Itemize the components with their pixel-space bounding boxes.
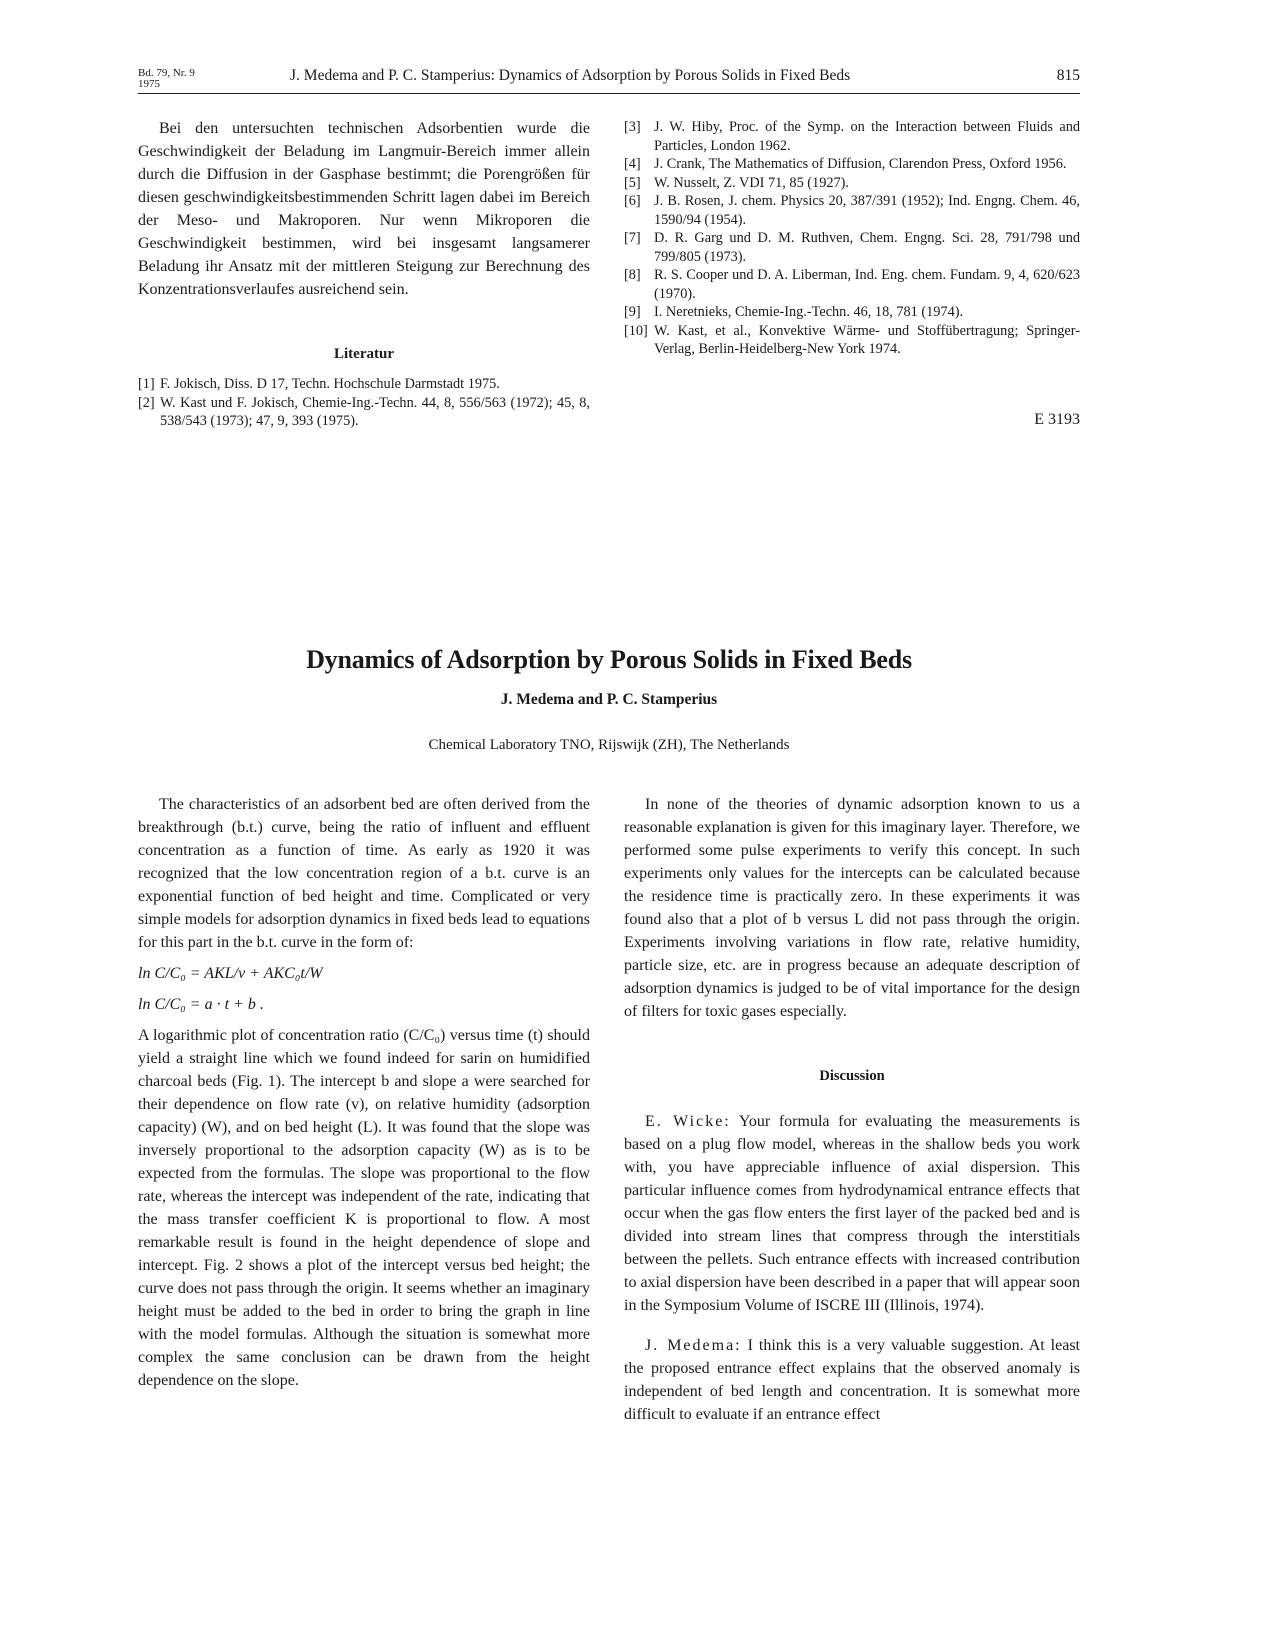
header-rule [138,93,1080,94]
reference-item [624,303,1080,322]
reference-text: J. W. Hiby, Proc. of the Symp. on the Interaction between Fluids and Particles, London 1962. [654,119,1080,154]
body-paragraph: In none of the theories of dynamic adsorption known to us a reasonable explanation is given for this imaginary layer. Therefore, we performed some pulse experiments to verify this concept. In such experiments only values for the intercepts can be calculated because the residence time is practically zero. In these experiments it was found also that a plot of b versus L did not pass through the origin. Experiments involving variations in flow rate, relative humidity, particle size, etc. are in progress because an adequate description of adsorption dynamics is judged to be of vital importance for the design of filters for toxic gases especially. [624,796,1080,1020]
reference-number: [10] [624,322,648,339]
discussion-comment-medema [624,1334,1080,1426]
speaker-name: E. Wicke: [645,1113,731,1130]
article-affiliation: Chemical Laboratory TNO, Rijswijk (ZH), The Netherlands [428,737,790,753]
reference-item [624,118,1080,155]
reference-number: [8] [624,267,641,283]
reference-text: W. Kast, et al., Konvektive Wärme- und Stoffübertragung; Springer-Verlag, Berlin-Heidelberg-New York 1974. [654,322,1080,357]
reference-number: [3] [624,119,641,135]
reference-item [624,155,1080,174]
reference-list-right [624,118,1080,359]
reference-item [624,266,1080,303]
reference-item [624,192,1080,229]
reference-text: R. S. Cooper und D. A. Liberman, Ind. Eng. chem. Fundam. 9, 4, 620/623 (1970). [654,267,1080,302]
article-code: E 3193 [1034,411,1080,428]
paragraph-gap [624,1317,1080,1334]
article-body-left [138,793,590,1392]
journal-volume [138,68,195,90]
reference-text: D. R. Garg und D. M. Ruthven, Chem. Engng. Sci. 28, 791/798 und 799/805 (1973). [654,230,1080,265]
reference-item [624,322,1080,359]
reference-text: J. Crank, The Mathematics of Diffusion, Clarendon Press, Oxford 1956. [654,156,1067,172]
reference-number: [1] [138,376,155,392]
reference-item [624,174,1080,193]
literature-heading: Literatur [334,346,394,362]
reference-text: I. Neretnieks, Chemie-Ing.-Techn. 46, 18, 781 (1974). [654,304,964,320]
body-paragraph: The characteristics of an adsorbent bed are often derived from the breakthrough (b.t.) curve, being the ratio of influent and effluent concentration as a function of time. As early as 1920 it was recognized that the low concentration region of a b.t. curve is an exponential function of bed height and time. Complicated or very simple models for adsorption dynamics in fixed beds lead to equations for this part in the b.t. curve in the form of: [138,796,590,951]
year-label: 1975 [138,78,160,90]
article-title: Dynamics of Adsorption by Porous Solids in Fixed Beds [306,645,912,674]
comment-text: Your formula for evaluating the measurements is based on a plug flow model, whereas in the shallow beds you work with, you have appreciable influence of axial dispersion. This particular influence comes from hydrodynamical entrance effects that occur when the gas flow enters the first layer of the packed bed and is divided into stream lines that compress through the interstitials between the pellets. Such entrance effects with increased contribution to axial dispersion have been described in a paper that will appear soon in the Symposium Volume of ISCRE III (Illinois, 1974). [624,1113,1081,1314]
running-title: J. Medema and P. C. Stamperius: Dynamics of Adsorption by Porous Solids in Fixed Beds [290,67,851,84]
reference-text: J. B. Rosen, J. chem. Physics 20, 387/391 (1952); Ind. Engng. Chem. 46, 1590/94 (1954). [654,193,1080,228]
article-authors: J. Medema and P. C. Stamperius [500,691,718,708]
reference-number: [4] [624,156,641,172]
discussion-comment-wicke [624,1110,1080,1317]
reference-item [624,229,1080,266]
reference-number: [2] [138,394,155,411]
body-paragraph: A logarithmic plot of concentration ratio (C/C₀) versus time (t) should yield a straight line which we found indeed for sarin on humidified charcoal beds (Fig. 1). The intercept b and slope a were searched for their dependence on flow rate (v), on relative humidity (adsorption capacity) (W), and on bed height (L). It was found that the slope was inversely proportional to the adsorption capacity (W) as is to be expected from the formulas. The slope was proportional to the flow rate, whereas the intercept was independent of the rate, indicating that the mass transfer coefficient K is proportional to flow. A most remarkable result is found in the height dependence of slope and intercept. Fig. 2 shows a plot of the intercept versus bed height; the curve does not pass through the origin. It seems whether an imaginary height must be added to the bed in order to bring the graph in line with the model formulas. Although the situation is somewhat more complex the same conclusion can be drawn from the height dependence on the slope. [138,1027,590,1389]
reference-list-left [138,375,590,431]
equation-1: ln C/C₀ = AKL/v + AKC₀t/W [138,965,323,982]
speaker-name: J. Medema: [645,1337,742,1354]
reference-text: W. Nusselt, Z. VDI 71, 85 (1927). [654,174,849,191]
volume-label: Bd. 79, Nr. 9 [138,67,195,79]
article-body-right [624,793,1080,1426]
reference-item [138,375,590,394]
reference-number: [6] [624,193,641,209]
reference-text: F. Jokisch, Diss. D 17, Techn. Hochschule Darmstadt 1975. [160,376,500,392]
reference-number: [7] [624,230,641,246]
discussion-heading: Discussion [819,1068,885,1084]
reference-text: W. Kast und F. Jokisch, Chemie-Ing.-Techn. 44, 8, 556/563 (1972); 45, 8, 538/543 (1973); 47, 9, 393 (1975). [160,394,590,429]
comment-text: I think this is a very valuable suggestion. At least the proposed entrance effect explains that the observed anomaly is independent of bed length and concentration. It is somewhat more difficult to evaluate if an entrance effect [624,1337,1080,1423]
page-number: 815 [1056,67,1080,84]
reference-number: [5] [624,174,641,191]
reference-number: [9] [624,304,641,320]
equation-2: ln C/C₀ = a · t + b . [138,996,264,1013]
reference-item [138,394,590,431]
conclusion-paragraph: Bei den untersuchten technischen Adsorbentien wurde die Geschwindigkeit der Beladung im Langmuir-Bereich immer allein durch die Diffusion in der Gasphase bestimmt; die Porengrößen für diesen geschwindigkeitsbestimmenden Schritt lagen dabei im Bereich der Meso- und Makroporen. Nur wenn Mikroporen die Geschwindigkeit bestimmen, wird bei insgesamt langsamerer Beladung ihr Ansatz mit der mittleren Steigung zur Berechnung des Konzentrationsverlaufes ausreichend sein. [138,120,590,298]
previous-article-conclusion [138,117,590,301]
